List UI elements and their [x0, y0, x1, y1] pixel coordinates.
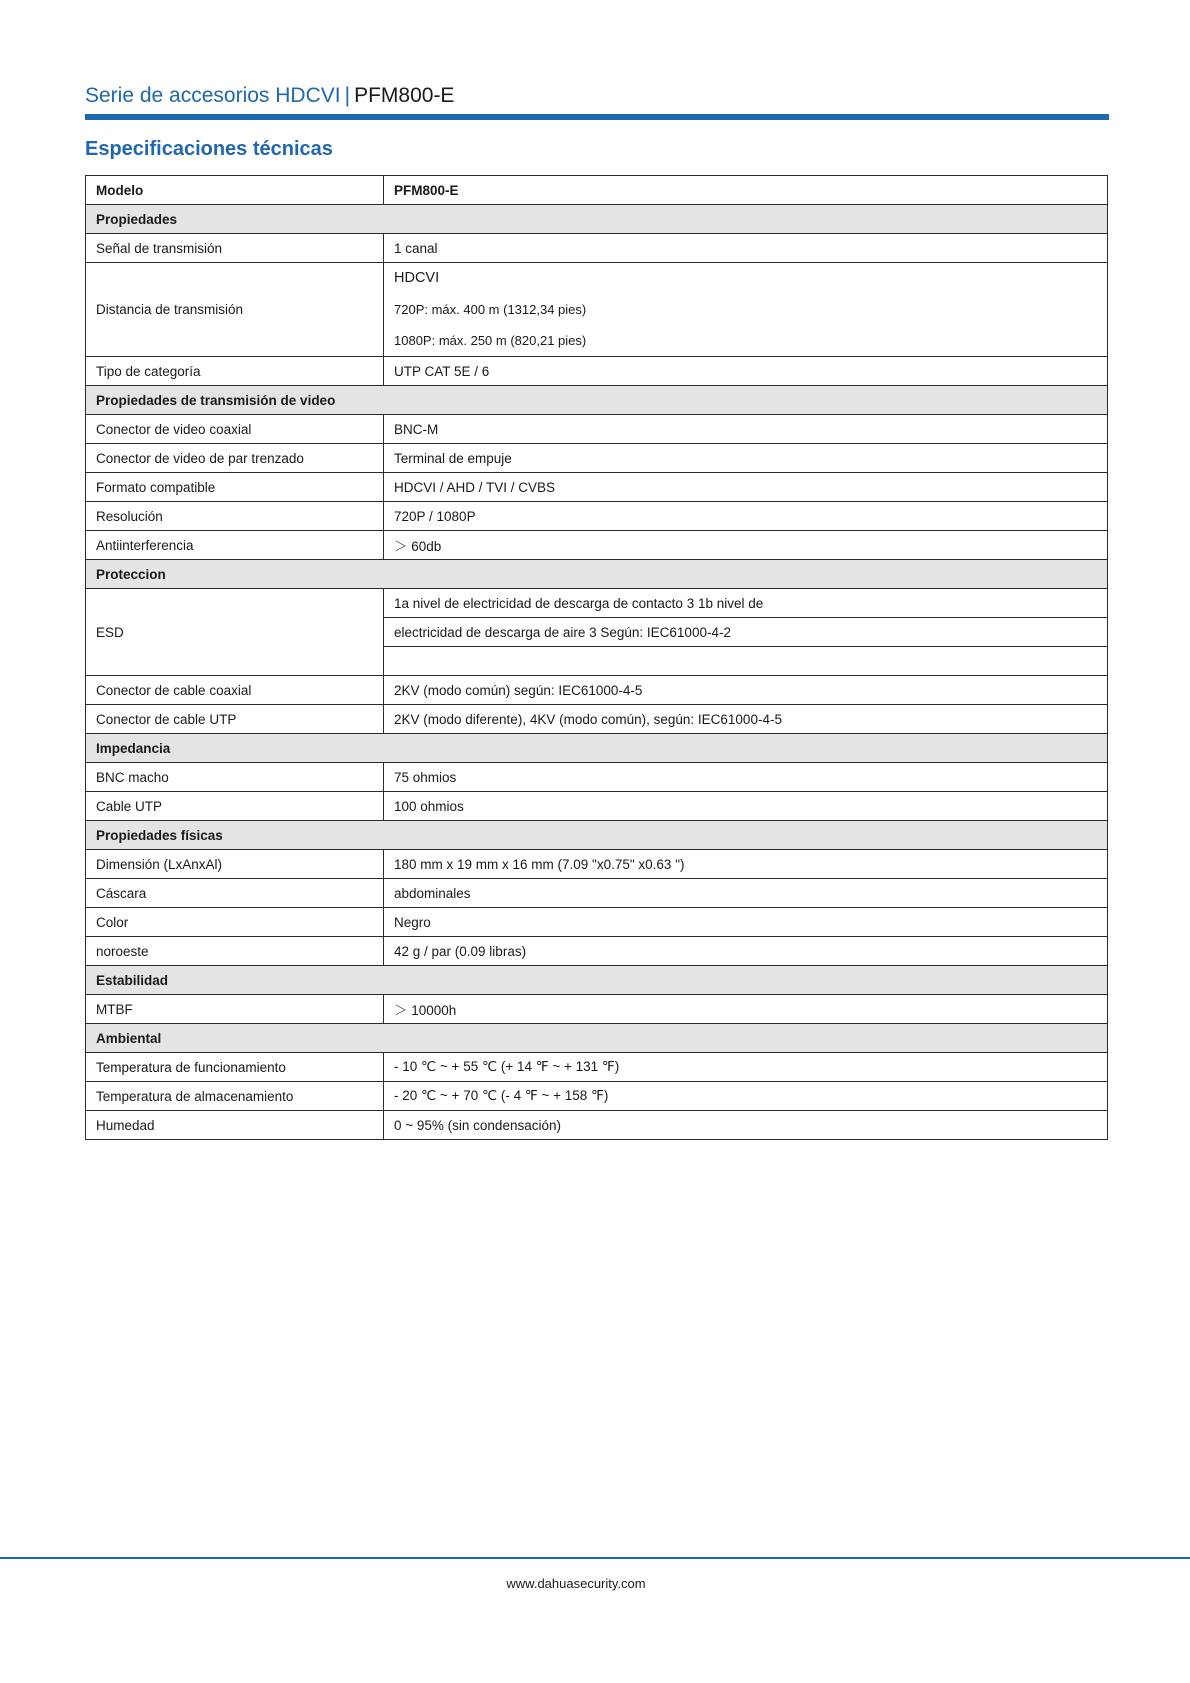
spec-label: Distancia de transmisión [86, 263, 384, 357]
spec-label: Conector de video de par trenzado [86, 444, 384, 473]
spec-value-line: HDCVI [394, 270, 440, 286]
spec-value: 1 canal [384, 234, 1108, 263]
table-row [86, 879, 1108, 908]
spec-label: BNC macho [86, 763, 384, 792]
spec-value: BNC-M [384, 415, 1108, 444]
section-row-video [86, 386, 1108, 415]
spec-value: - 10 ℃ ~ + 55 ℃ (+ 14 ℉ ~ + 131 ℉) [384, 1053, 1108, 1082]
spec-value: Terminal de empuje [384, 444, 1108, 473]
spec-label: Tipo de categoría [86, 357, 384, 386]
spec-label: Color [86, 908, 384, 937]
spec-label: Resolución [86, 502, 384, 531]
section-row-propiedades [86, 205, 1108, 234]
spec-label: Dimensión (LxAnxAl) [86, 850, 384, 879]
header-model: PFM800-E [354, 84, 455, 107]
spec-label: Temperatura de funcionamiento [86, 1053, 384, 1082]
spec-value: UTP CAT 5E / 6 [384, 357, 1108, 386]
spec-value: 2KV (modo común) según: IEC61000-4-5 [384, 676, 1108, 705]
table-row [86, 234, 1108, 263]
spec-label: Señal de transmisión [86, 234, 384, 263]
table-row [86, 676, 1108, 705]
table-row [86, 473, 1108, 502]
section-title: Especificaciones técnicas [85, 138, 333, 160]
table-row [86, 995, 1108, 1024]
section-row-estabilidad [86, 966, 1108, 995]
spec-value: 180 mm x 19 mm x 16 mm (7.09 "x0.75" x0.63 ") [384, 850, 1108, 879]
table-row [86, 1111, 1108, 1140]
series-name: Serie de accesorios HDCVI [85, 84, 341, 107]
table-row [86, 415, 1108, 444]
spec-label: Conector de video coaxial [86, 415, 384, 444]
spec-label: Antiinterferencia [86, 531, 384, 560]
spec-value: ＞ 60db [384, 531, 1108, 560]
section-estabilidad: Estabilidad [86, 966, 1108, 995]
spec-value: abdominales [384, 879, 1108, 908]
footer-rule [0, 1557, 1190, 1559]
header-separator: | [344, 84, 351, 107]
spec-table [85, 175, 1108, 1140]
spec-label: MTBF [86, 995, 384, 1024]
spec-value: 720P / 1080P [384, 502, 1108, 531]
table-row [86, 531, 1108, 560]
model-label: Modelo [86, 176, 384, 205]
table-row [86, 705, 1108, 734]
spec-value: Negro [384, 908, 1108, 937]
table-row [86, 444, 1108, 473]
spec-label: Cable UTP [86, 792, 384, 821]
spec-value: 42 g / par (0.09 libras) [384, 937, 1108, 966]
table-row-model [86, 176, 1108, 205]
section-proteccion: Proteccion [86, 560, 1108, 589]
section-ambiental: Ambiental [86, 1024, 1108, 1053]
spec-label: Conector de cable UTP [86, 705, 384, 734]
footer-url: www.dahuasecurity.com [506, 1576, 646, 1591]
header-rule [85, 114, 1109, 120]
spec-value: HDCVI / AHD / TVI / CVBS [384, 473, 1108, 502]
table-row [86, 850, 1108, 879]
table-row [86, 357, 1108, 386]
spec-value: electricidad de descarga de aire 3 Según: IEC61000-4-2 [384, 618, 1108, 647]
section-row-impedancia [86, 734, 1108, 763]
table-row [86, 589, 1108, 618]
spec-value: - 20 ℃ ~ + 70 ℃ (- 4 ℉ ~ + 158 ℉) [384, 1082, 1108, 1111]
section-row-ambiental [86, 1024, 1108, 1053]
spec-label: noroeste [86, 937, 384, 966]
section-fisicas: Propiedades físicas [86, 821, 1108, 850]
section-video: Propiedades de transmisión de video [86, 386, 1108, 415]
spec-value-line: 720P: máx. 400 m (1312,34 pies) [394, 302, 587, 317]
spec-value: 1a nivel de electricidad de descarga de contacto 3 1b nivel de [384, 589, 1108, 618]
section-propiedades: Propiedades [86, 205, 1108, 234]
table-row [86, 502, 1108, 531]
spec-value: 0 ~ 95% (sin condensación) [384, 1111, 1108, 1140]
spec-value-empty [384, 647, 1108, 676]
spec-label: Formato compatible [86, 473, 384, 502]
section-row-proteccion [86, 560, 1108, 589]
spec-label: Humedad [86, 1111, 384, 1140]
spec-value: 75 ohmios [384, 763, 1108, 792]
section-impedancia: Impedancia [86, 734, 1108, 763]
section-row-fisicas [86, 821, 1108, 850]
spec-value: ＞ 10000h [384, 995, 1108, 1024]
spec-value-line: 1080P: máx. 250 m (820,21 pies) [394, 333, 587, 348]
spec-label: Cáscara [86, 879, 384, 908]
table-row [86, 792, 1108, 821]
table-row [86, 1082, 1108, 1111]
spec-label: Temperatura de almacenamiento [86, 1082, 384, 1111]
document-header [85, 82, 454, 110]
table-row [86, 908, 1108, 937]
spec-value: 2KV (modo diferente), 4KV (modo común), según: IEC61000-4-5 [384, 705, 1108, 734]
spec-value-multiline [384, 263, 1108, 357]
table-row [86, 263, 1108, 357]
table-row [86, 763, 1108, 792]
model-value: PFM800-E [384, 176, 1108, 205]
spec-label: ESD [86, 589, 384, 676]
spec-value: 100 ohmios [384, 792, 1108, 821]
table-row [86, 1053, 1108, 1082]
spec-label: Conector de cable coaxial [86, 676, 384, 705]
table-row [86, 937, 1108, 966]
